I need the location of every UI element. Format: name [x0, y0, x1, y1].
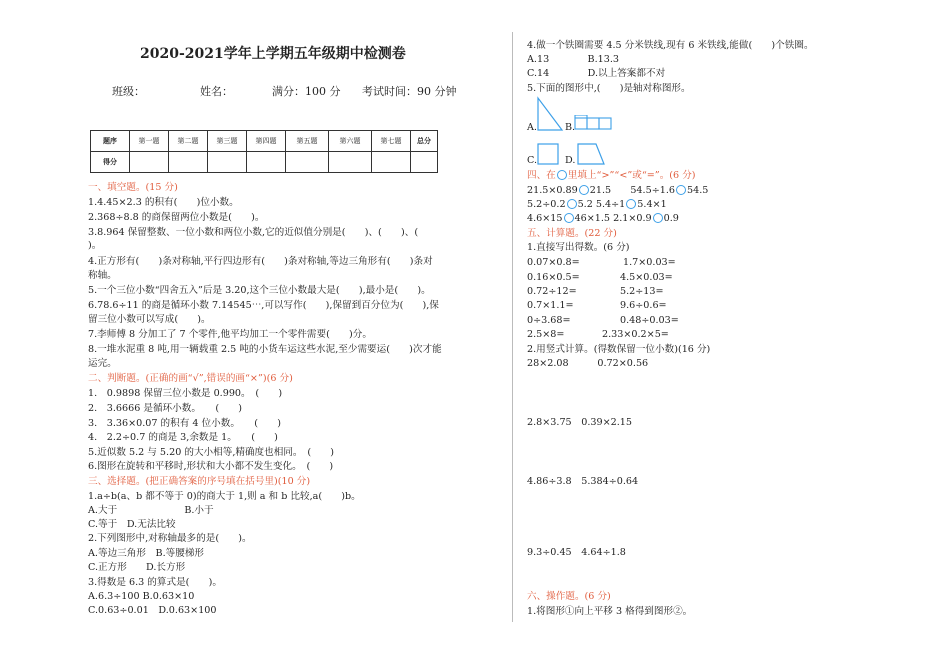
compare-row-3 — [527, 213, 679, 225]
s1-q4-cont: 称轴。 — [88, 270, 117, 281]
compare-expr: 5.4÷1 — [595, 199, 626, 210]
calc-item: 0÷3.68= — [527, 315, 571, 326]
section5-title: 五、计算题。(22 分) — [527, 228, 617, 239]
s6-q1: 1.将图形①向上平移 3 格得到图形②。 — [527, 606, 693, 617]
score-header-cell: 第五题 — [286, 131, 329, 152]
compare-expr: 5.4×1 — [637, 199, 667, 210]
compare-expr: 54.5÷1.6 — [630, 185, 675, 196]
vertical-calc: 2.8×3.75 0.39×2.15 — [527, 417, 633, 428]
section2-title: 二、判断题。(正确的画“√”,错误的画“×”)(6 分) — [88, 373, 293, 384]
calc-item: 0.48÷0.03= — [620, 315, 679, 326]
option-a-label: A. — [527, 122, 537, 133]
section4-title — [527, 170, 696, 182]
score-cell[interactable] — [329, 152, 372, 173]
vertical-calc: 28×2.08 0.72×0.56 — [527, 358, 649, 369]
compare-circle[interactable] — [653, 213, 663, 223]
calc-item: 2.5×8= — [527, 329, 565, 340]
s3-q4-options-ab: A.13 B.13.3 — [527, 54, 620, 65]
s3-q1-options-ab: A.大于 B.小于 — [88, 505, 214, 516]
s5-sub2: 2.用竖式计算。(得数保留一位小数)(16 分) — [527, 344, 711, 355]
s2-q2: 2. 3.6666 是循环小数。 ( ) — [88, 403, 242, 414]
compare-expr: 5.2÷0.2 — [527, 199, 566, 210]
s1-q3: 3.8.964 保留整数、一位小数和两位小数,它的近似值分别是( )、( )、( — [88, 227, 419, 238]
score-table-header — [91, 131, 438, 152]
compare-circle[interactable] — [579, 185, 589, 195]
compare-row-2 — [527, 199, 667, 211]
s3-q3-options-ab: A.6.3÷100 B.0.63×10 — [88, 591, 195, 602]
score-cell[interactable] — [372, 152, 411, 173]
option-c-label: C. — [527, 155, 538, 166]
circle-icon — [557, 170, 567, 180]
score-header-cell: 第三题 — [208, 131, 247, 152]
compare-circle[interactable] — [626, 199, 636, 209]
calc-item: 9.6÷0.6= — [620, 300, 667, 311]
section1-title: 一、填空题。(15 分) — [88, 182, 178, 193]
s1-q6-cont: 留三位小数可以写成( )。 — [88, 314, 211, 325]
score-cell[interactable] — [208, 152, 247, 173]
compare-expr: 2.1×0.9 — [613, 213, 652, 224]
name-label: 姓名： — [200, 85, 233, 98]
s2-q4: 4. 2.2÷0.7 的商是 3,余数是 1。 ( ) — [88, 432, 278, 443]
score-header-cell: 第一题 — [130, 131, 169, 152]
s1-q5: 5.一个三位小数“四舍五入”后是 3.20,这个三位小数最大是( ),最小是( )。 — [88, 285, 431, 296]
calc-item: 0.7×1.1= — [527, 300, 574, 311]
compare-circle[interactable] — [567, 199, 577, 209]
s3-q3-options-cd: C.0.63÷0.01 D.0.63×100 — [88, 605, 217, 616]
compare-expr: 21.5×0.89 — [527, 185, 578, 196]
class-label: 班级： — [112, 85, 145, 98]
score-header-cell: 第七题 — [372, 131, 411, 152]
score-header-cell: 第六题 — [329, 131, 372, 152]
score-cell[interactable] — [286, 152, 329, 173]
s1-q1: 1.4.45×2.3 的积有( )位小数。 — [88, 197, 239, 208]
compare-row-1 — [527, 185, 708, 197]
s3-q3: 3.得数是 6.3 的算式是( )。 — [88, 577, 222, 588]
compare-expr: 46×1.5 — [574, 213, 611, 224]
right-triangle-figure — [536, 96, 564, 132]
s1-q6: 6.78.6÷11 的商是循环小数 7.14545⋯,可以写作( ),保留到百分位为( ),保 — [88, 300, 439, 311]
s1-q7: 7.李师傅 8 分加工了 7 个零件,他平均加工一个零件需要( )分。 — [88, 329, 372, 340]
exam-title: 2020-2021学年上学期五年级期中检测卷 — [140, 46, 406, 62]
calc-item: 0.07×0.8= — [527, 257, 580, 268]
trapezoid-figure — [574, 142, 606, 166]
s4-title-post: 里填上“>”“<”或“=”。(6 分) — [567, 170, 696, 181]
column-divider — [512, 32, 513, 622]
l-shape-figure — [574, 115, 616, 131]
section6-title: 六、操作题。(6 分) — [527, 591, 611, 602]
vertical-calc: 9.3÷0.45 4.64÷1.8 — [527, 547, 626, 558]
calc-item: 2.33×0.2×5= — [602, 329, 669, 340]
score-cell[interactable] — [411, 152, 438, 173]
score-header-cell: 题序 — [91, 131, 130, 152]
score-cell[interactable] — [169, 152, 208, 173]
score-header-cell: 第二题 — [169, 131, 208, 152]
s3-q4: 4.做一个铁圈需要 4.5 分米铁线,现有 6 米铁线,能做( )个铁圈。 — [527, 40, 814, 51]
score-header-cell: 总分 — [411, 131, 438, 152]
option-d-label: D. — [565, 155, 576, 166]
calc-item: 5.2÷13= — [620, 286, 664, 297]
s1-q4: 4.正方形有( )条对称轴,平行四边形有( )条对称轴,等边三角形有( )条对 — [88, 256, 433, 267]
score-table — [90, 130, 438, 173]
score-table-row — [91, 152, 438, 173]
exam-time: 考试时间：90 分钟 — [362, 85, 457, 98]
vertical-calc: 4.86÷3.8 5.384÷0.64 — [527, 476, 639, 487]
calc-item: 0.16×0.5= — [527, 272, 580, 283]
compare-expr: 0.9 — [663, 213, 679, 224]
compare-expr: 4.6×15 — [527, 213, 563, 224]
compare-circle[interactable] — [676, 185, 686, 195]
compare-expr: 54.5 — [687, 185, 709, 196]
s1-q8-cont: 运完。 — [88, 358, 117, 369]
s3-q1: 1.a÷b(a、b 都不等于 0)的商大于 1,则 a 和 b 比较,a( )b。 — [88, 491, 361, 502]
s2-q1: 1. 0.9898 保留三位小数是 0.990。 ( ) — [88, 388, 283, 399]
full-score: 满分：100 分 — [272, 85, 341, 98]
score-cell[interactable] — [130, 152, 169, 173]
s3-q5: 5.下面的图形中,( )是轴对称图形。 — [527, 83, 691, 94]
section3-title: 三、选择题。(把正确答案的序号填在括号里)(10 分) — [88, 476, 311, 487]
calc-item: 0.72÷12= — [527, 286, 577, 297]
calc-item: 4.5×0.03= — [620, 272, 673, 283]
s2-q3: 3. 3.36×0.07 的积有 4 位小数。 ( ) — [88, 418, 281, 429]
s3-q1-options-cd: C.等于 D.无法比较 — [88, 519, 176, 530]
compare-circle[interactable] — [564, 213, 574, 223]
s2-q5: 5.近似数 5.2 与 5.20 的大小相等,精确度也相同。 ( ) — [88, 447, 334, 458]
calc-item: 1.7×0.03= — [623, 257, 676, 268]
s3-q2-options-cd: C.正方形 D.长方形 — [88, 562, 186, 573]
option-b-label: B. — [565, 122, 576, 133]
s1-q3-cont: )。 — [88, 240, 102, 251]
s1-q2: 2.368÷8.8 的商保留两位小数是( )。 — [88, 212, 265, 223]
s3-q2-options-ab: A.等边三角形 B.等腰梯形 — [88, 548, 205, 559]
score-cell[interactable] — [247, 152, 286, 173]
s4-title-pre: 四、在 — [527, 170, 556, 181]
s5-sub1: 1.直接写出得数。(6 分) — [527, 242, 630, 253]
score-row-label: 得分 — [91, 152, 130, 173]
compare-expr: 21.5 — [589, 185, 612, 196]
square-figure — [536, 142, 560, 166]
s3-q2: 2.下列图形中,对称轴最多的是( )。 — [88, 533, 252, 544]
compare-expr: 5.2 — [577, 199, 593, 210]
s1-q8: 8.一堆水泥重 8 吨,用一辆载重 2.5 吨的小货车运这些水泥,至少需要运( )次才能 — [88, 344, 442, 355]
s2-q6: 6.图形在旋转和平移时,形状和大小都不发生变化。 ( ) — [88, 461, 334, 472]
score-header-cell: 第四题 — [247, 131, 286, 152]
s3-q4-options-cd: C.14 D.以上答案都不对 — [527, 68, 666, 79]
